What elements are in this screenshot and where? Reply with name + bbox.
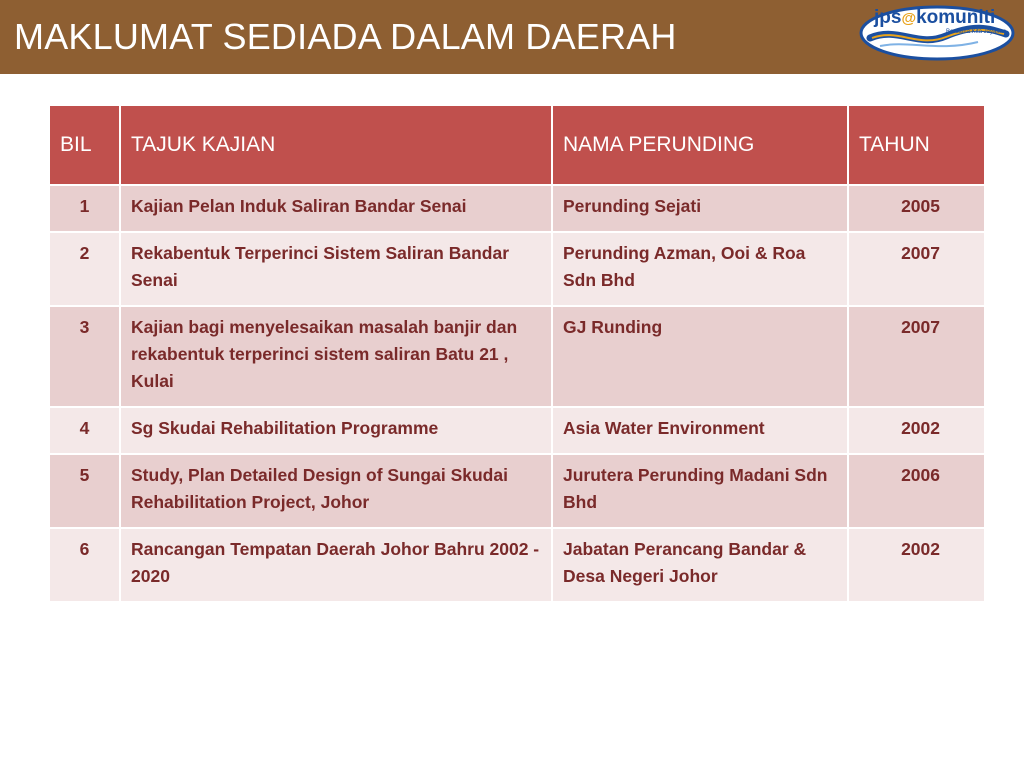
cell-bil: 4 xyxy=(49,407,120,454)
table-header-row xyxy=(49,105,985,185)
cell-bil: 2 xyxy=(49,232,120,306)
cell-tahun: 2007 xyxy=(848,232,985,306)
cell-tajuk: Sg Skudai Rehabilitation Programme xyxy=(120,407,552,454)
logo-wordmark: jps@komuniti xyxy=(874,7,996,28)
cell-tahun: 2002 xyxy=(848,528,985,602)
table-row xyxy=(49,407,985,454)
cell-perunding: GJ Runding xyxy=(552,306,848,407)
header-nama-perunding: NAMA PERUNDING xyxy=(552,105,848,185)
table-row xyxy=(49,454,985,528)
cell-perunding: Jurutera Perunding Madani Sdn Bhd xyxy=(552,454,848,528)
header-tahun: TAHUN xyxy=(848,105,985,185)
cell-tahun: 2007 xyxy=(848,306,985,407)
cell-bil: 6 xyxy=(49,528,120,602)
cell-tajuk: Rancangan Tempatan Daerah Johor Bahru 2002 - 2020 xyxy=(120,528,552,602)
cell-tahun: 2006 xyxy=(848,454,985,528)
cell-perunding: Perunding Sejati xyxy=(552,185,848,232)
cell-perunding: Jabatan Perancang Bandar & Desa Negeri Johor xyxy=(552,528,848,602)
table-row xyxy=(49,528,985,602)
cell-tajuk: Study, Plan Detailed Design of Sungai Skudai Rehabilitation Project, Johor xyxy=(120,454,552,528)
cell-perunding: Perunding Azman, Ooi & Roa Sdn Bhd xyxy=(552,232,848,306)
header-bil: BIL xyxy=(49,105,120,185)
slide-title: MAKLUMAT SEDIADA DALAM DAERAH xyxy=(14,16,677,57)
table-row xyxy=(49,232,985,306)
cell-tajuk: Kajian bagi menyelesaikan masalah banjir dan rekabentuk terperinci sistem saliran Batu 21 , Kulai xyxy=(120,306,552,407)
header-tajuk-kajian: TAJUK KAJIAN xyxy=(120,105,552,185)
cell-bil: 5 xyxy=(49,454,120,528)
title-bar xyxy=(0,0,1024,74)
logo-tagline: Bersama Kita Jayakan xyxy=(946,29,1007,35)
cell-perunding: Asia Water Environment xyxy=(552,407,848,454)
table-row xyxy=(49,306,985,407)
cell-tajuk: Rekabentuk Terperinci Sistem Saliran Bandar Senai xyxy=(120,232,552,306)
studies-table xyxy=(48,104,986,603)
jps-komuniti-logo xyxy=(858,4,1016,62)
cell-bil: 1 xyxy=(49,185,120,232)
table-row xyxy=(49,185,985,232)
cell-tahun: 2005 xyxy=(848,185,985,232)
cell-bil: 3 xyxy=(49,306,120,407)
cell-tajuk: Kajian Pelan Induk Saliran Bandar Senai xyxy=(120,185,552,232)
cell-tahun: 2002 xyxy=(848,407,985,454)
